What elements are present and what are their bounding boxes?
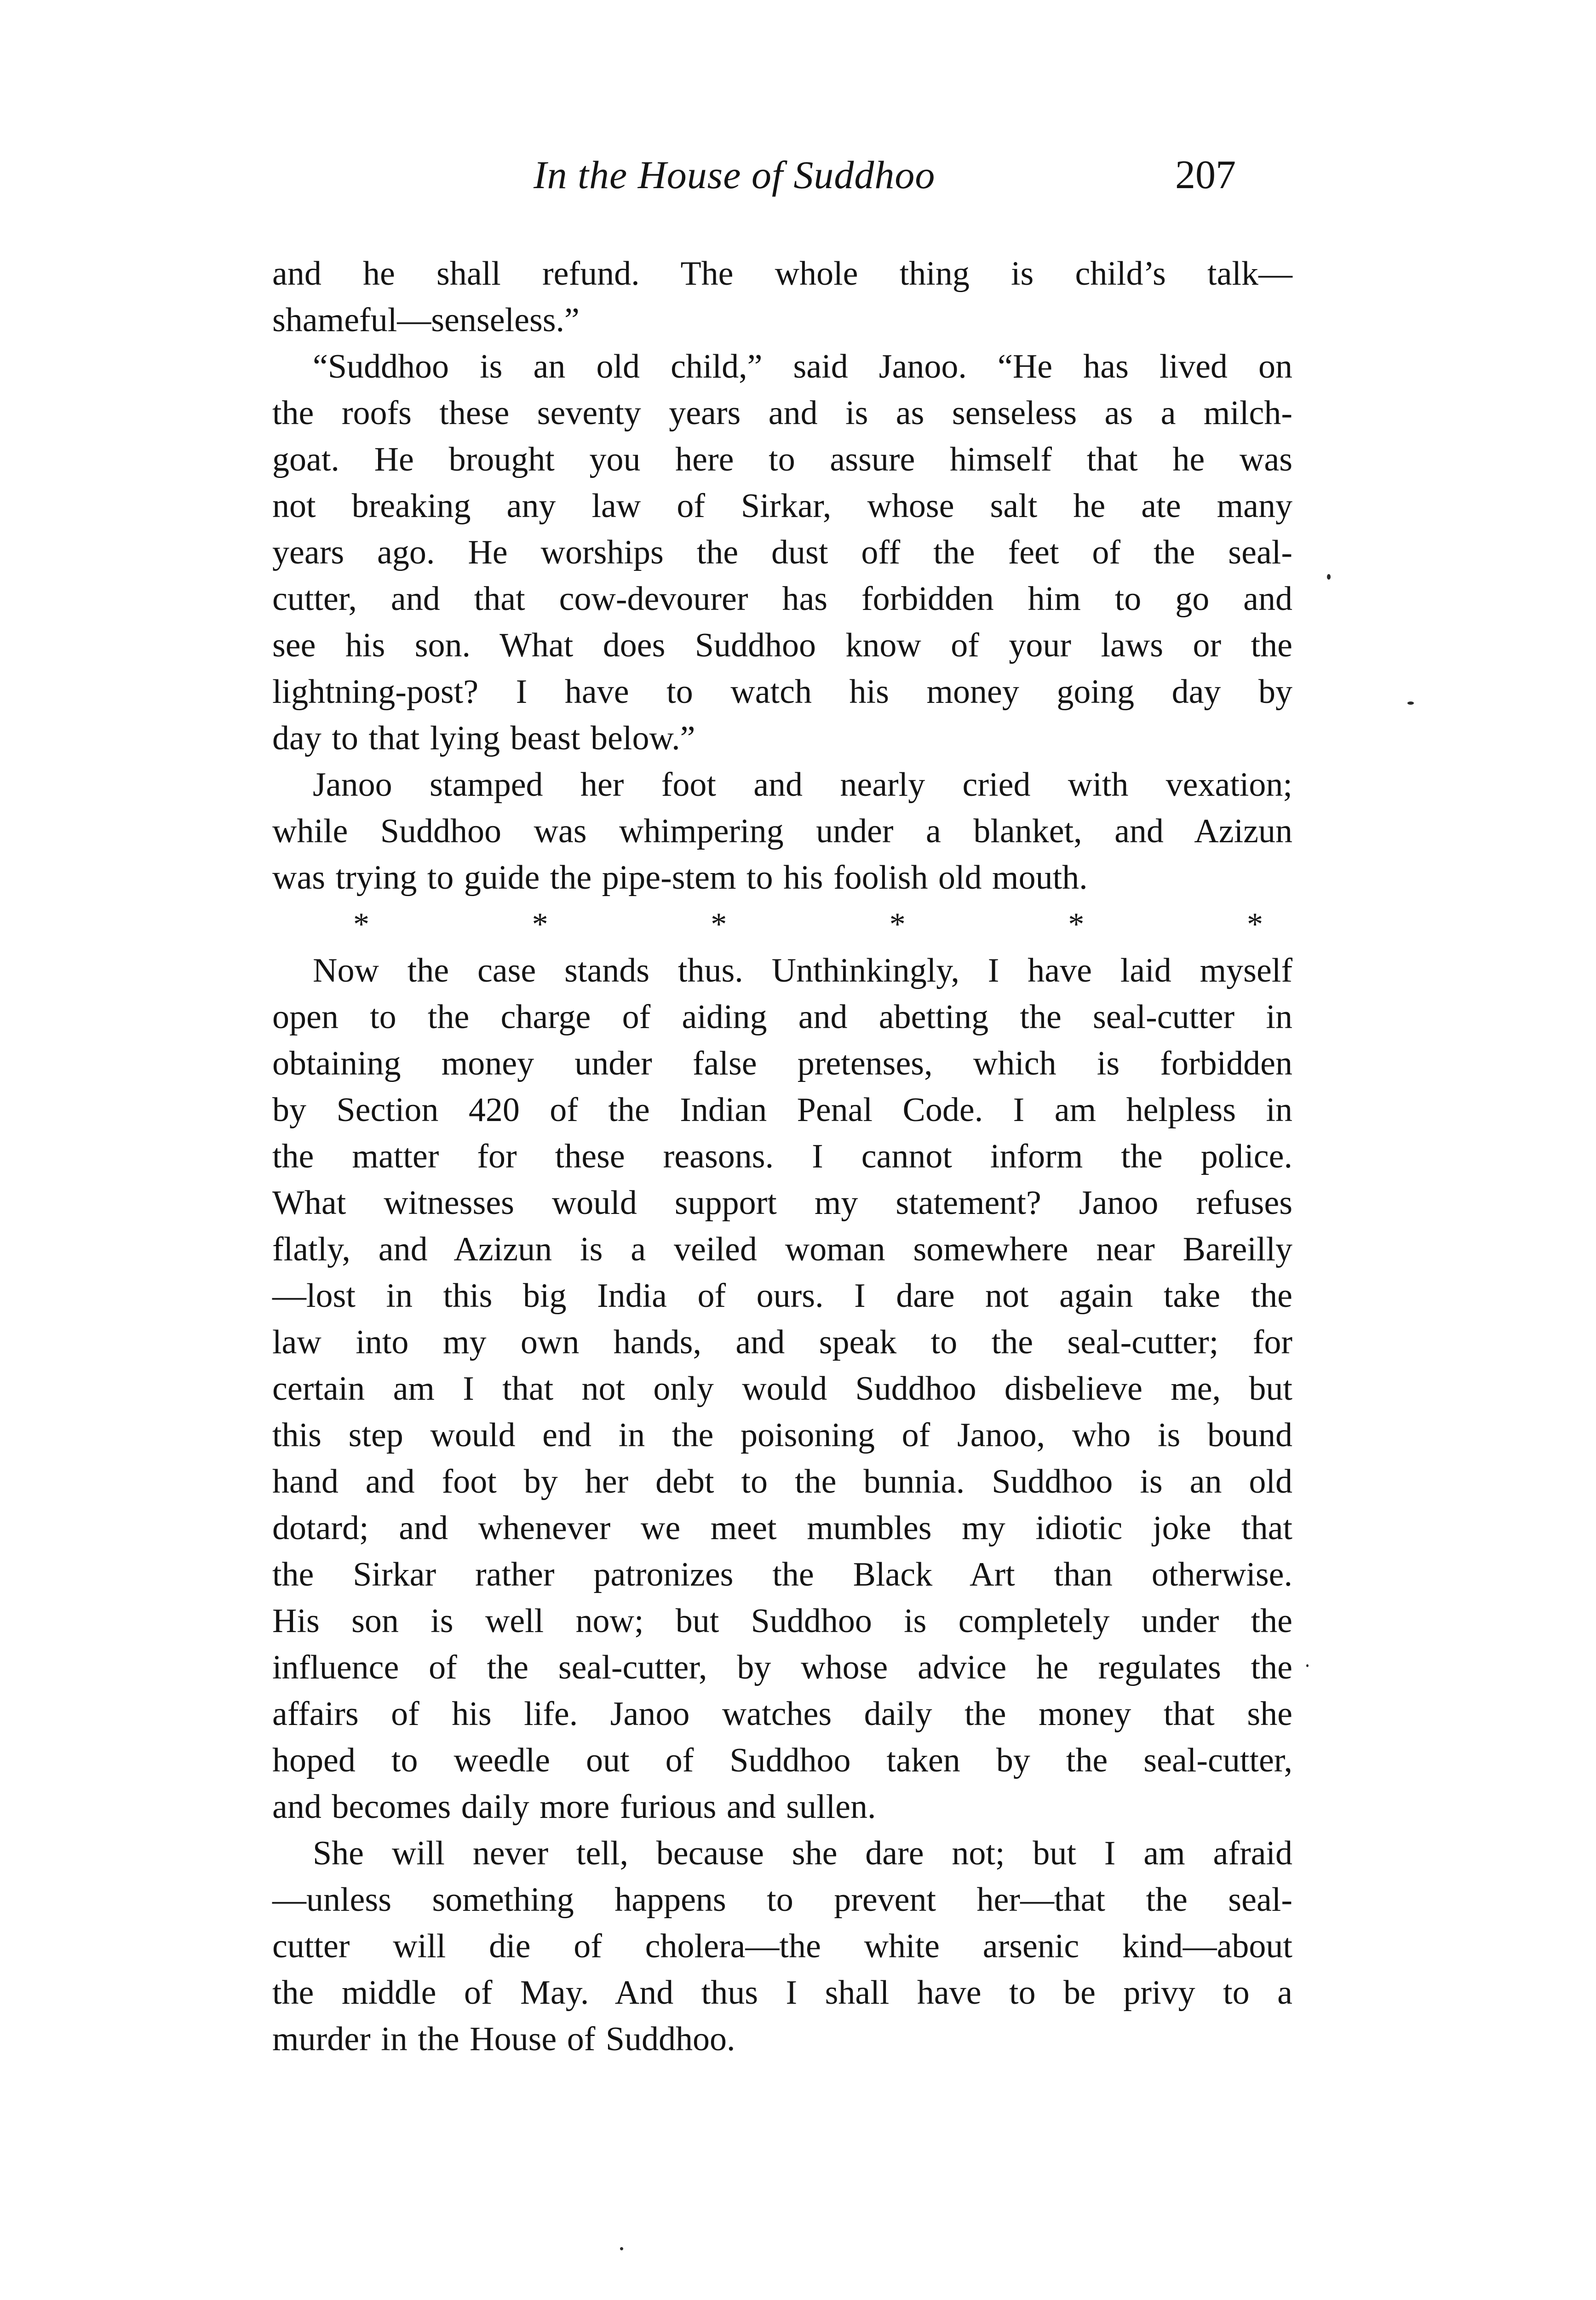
text-line: dotard; and whenever we meet mumbles my idiotic joke that bbox=[272, 1509, 1292, 1547]
text-line: lightning-post? I have to watch his money going day by bbox=[272, 673, 1292, 711]
text-line: affairs of his life. Janoo watches daily the money that she bbox=[272, 1695, 1292, 1733]
running-head: In the House of Suddhoo bbox=[534, 153, 936, 197]
page-number: 207 bbox=[1175, 153, 1236, 197]
text-line: cutter, and that cow-devourer has forbidden him to go and bbox=[272, 580, 1292, 618]
text-line: while Suddhoo was whimpering under a blanket, and Azizun bbox=[272, 812, 1292, 850]
text-line: the Sirkar rather patronizes the Black Art than otherwise. bbox=[272, 1556, 1292, 1593]
text-line: —lost in this big India of ours. I dare not again take the bbox=[272, 1277, 1292, 1315]
text-line: flatly, and Azizun is a veiled woman somewhere near Bareilly bbox=[272, 1230, 1292, 1268]
ink-speck bbox=[620, 2247, 623, 2250]
text-line: not breaking any law of Sirkar, whose salt he ate many bbox=[272, 487, 1292, 525]
text-line: this step would end in the poisoning of Janoo, who is bound bbox=[272, 1416, 1292, 1454]
asterisk: * bbox=[1068, 907, 1085, 942]
text-line: see his son. What does Suddhoo know of your laws or the bbox=[272, 627, 1292, 664]
text-line: day to that lying beast below.” bbox=[272, 719, 695, 757]
text-line: law into my own hands, and speak to the seal-cutter; for bbox=[272, 1323, 1292, 1361]
text-line: influence of the seal-cutter, by whose advice he regulates the bbox=[272, 1649, 1292, 1686]
text-line: the middle of May. And thus I shall have to be privy to a bbox=[272, 1974, 1292, 2012]
asterisk: * bbox=[353, 907, 369, 942]
text-line: and becomes daily more furious and sullen. bbox=[272, 1788, 876, 1826]
text-line: by Section 420 of the Indian Penal Code. I am helpless in bbox=[272, 1091, 1292, 1129]
asterisk: * bbox=[711, 907, 727, 942]
ink-speck bbox=[1306, 1664, 1309, 1667]
asterisk: * bbox=[889, 907, 906, 942]
text-line: goat. He brought you here to assure himself that he was bbox=[272, 441, 1292, 478]
ink-speck bbox=[1327, 574, 1331, 580]
text-line: shameful—senseless.” bbox=[272, 301, 580, 339]
text-line: and he shall refund. The whole thing is child’s talk— bbox=[272, 255, 1292, 293]
text-line: What witnesses would support my statement? Janoo refuses bbox=[272, 1184, 1292, 1222]
text-line: hand and foot by her debt to the bunnia. Suddhoo is an old bbox=[272, 1463, 1292, 1501]
text-line: cutter will die of cholera—the white arsenic kind—about bbox=[272, 1927, 1292, 1965]
text-line: hoped to weedle out of Suddhoo taken by the seal-cutter, bbox=[272, 1742, 1292, 1779]
text-line: She will never tell, because she dare not; but I am afraid bbox=[313, 1834, 1292, 1872]
text-line: murder in the House of Suddhoo. bbox=[272, 2020, 735, 2058]
ink-speck bbox=[1407, 702, 1414, 705]
text-line: “Suddhoo is an old child,” said Janoo. “He has lived on bbox=[313, 348, 1292, 385]
text-line: open to the charge of aiding and abetting the seal-cutter in bbox=[272, 998, 1292, 1036]
text-line: certain am I that not only would Suddhoo disbelieve me, but bbox=[272, 1370, 1292, 1408]
asterisk: * bbox=[532, 907, 548, 942]
text-line: Now the case stands thus. Unthinkingly, I have laid myself bbox=[313, 952, 1292, 989]
text-line: obtaining money under false pretenses, which is forbidden bbox=[272, 1045, 1292, 1082]
text-line: —unless something happens to prevent her—that the seal- bbox=[272, 1881, 1292, 1919]
text-line: was trying to guide the pipe-stem to his foolish old mouth. bbox=[272, 859, 1088, 897]
text-line: Janoo stamped her foot and nearly cried with vexation; bbox=[313, 766, 1292, 804]
section-break bbox=[272, 901, 1292, 948]
text-line: the matter for these reasons. I cannot inform the police. bbox=[272, 1138, 1292, 1175]
asterisk: * bbox=[1246, 907, 1263, 942]
text-line: the roofs these seventy years and is as senseless as a milch- bbox=[272, 394, 1292, 432]
body-text bbox=[272, 251, 1292, 2063]
text-line: years ago. He worships the dust off the feet of the seal- bbox=[272, 534, 1292, 571]
text-line: His son is well now; but Suddhoo is completely under the bbox=[272, 1602, 1292, 1640]
